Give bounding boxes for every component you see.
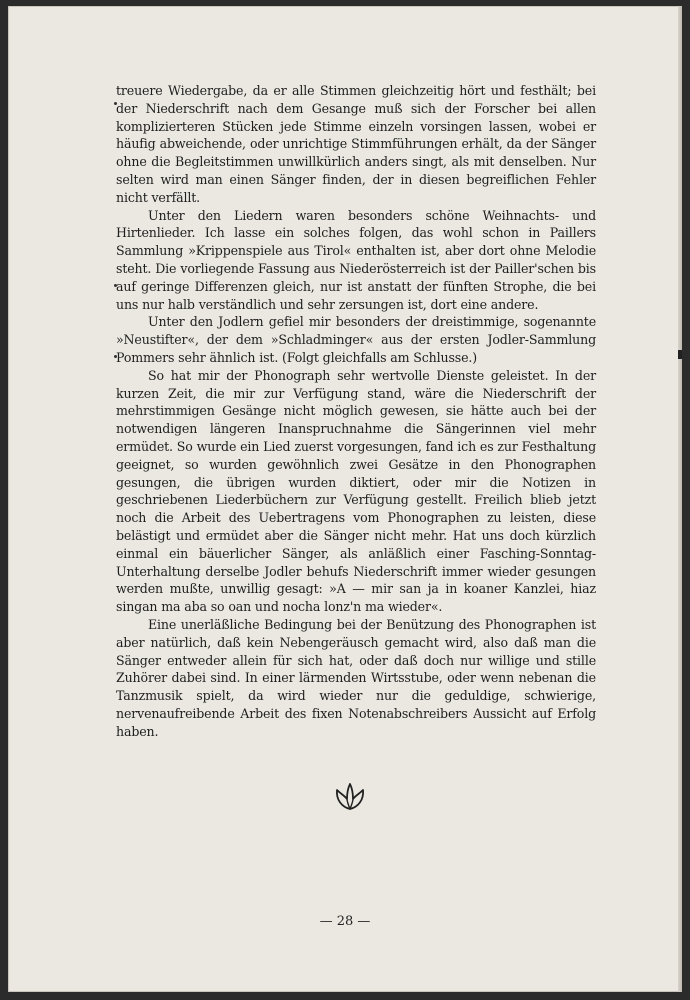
paragraph-2: Unter den Liedern waren besonders schöne Weihnachts- und Hirtenlieder. Ich lasse ein solches folgen, das wohl schon in Paillers Sammlung »Krippenspiele aus Tirol« enthalten ist, aber dort ohne Melodie steht. Die vorliegende Fassung aus Niederösterreich ist der Pailler'schen bis auf geringe Differenzen gleich, nur ist anstatt der fünften Strophe, die bei uns nur halb verständlich und sehr zersungen ist, dort eine andere. [116,207,596,312]
tulip-ornament-icon [332,782,368,812]
body-text [116,82,596,740]
page-number: — 28 — [319,914,371,929]
paragraph-3: Unter den Jodlern gefiel mir besonders der dreistimmige, sogenannte »Neustifter«, der dem »Schladminger« aus der ersten Jodler-Sammlung Pommers sehr ähnlich ist. (Folgt gleichfalls am Schlusse.) [116,314,596,365]
margin-mark [678,350,682,359]
paragraph-5: Eine unerläßliche Bedingung bei der Benützung des Phonographen ist aber natürlich, daß kein Nebengeräusch gemacht wird, also daß man die Sänger entweder allein für sich hat, oder daß doch nur willige und stille Zuhörer dabei sind. In einer lärmenden Wirtsstube, oder wenn nebenan die Tanzmusik spielt, da wird wieder nur die geduldige, schwierige, nervenaufreibende Arbeit des fixen Notenabschreibers Aussicht auf Erfolg haben. [116,616,596,739]
paragraph-4: So hat mir der Phonograph sehr wertvolle Dienste geleistet. In der kurzen Zeit, die mir zur Verfügung stand, wäre die Niederschrift der mehrstimmigen Gesänge nicht möglich gewesen, sie hätte auch bei der notwendigen längeren Inanspruchnahme die Sängerinnen viel mehr ermüdet. So wurde ein Lied zuerst vorgesungen, fand ich es zur Festhaltung geeignet, so wurden gewöhnlich zwei Gesätze in den Phonographen gesungen, die übrigen wurden diktiert, oder mir die Notizen in geschriebenen Liederbüchern zur Verfügung gestellt. Freilich blieb jetzt noch die Arbeit des Uebertragens vom Phonographen zu leisten, diese belästigt und ermüdet aber die Sänger nicht mehr. Hat uns doch kürzlich einmal ein bäuerlicher Sänger, als anläßlich einer Fasching-Sonntag-Unterhaltung derselbe Jodler behufs Niederschrift immer wieder gesungen werden mußte, unwillig gesagt: »A — mir san ja in koaner Kanzlei, hiaz singan ma aba so oan und nocha lonz'n ma wieder«. [116,367,596,615]
book-page [8,6,682,992]
page-spine-edge [678,6,682,992]
paragraph-1: treuere Wiedergabe, da er alle Stimmen gleichzeitig hört und festhält; bei der Niederschrift nach dem Gesange muß sich der Forscher bei allen komplizierteren Stücken jede Stimme einzeln vorsingen lassen, wobei er häufig abweichende, oder unrichtige Stimmführungen erhält, da der Sänger ohne die Begleitstimmen unwillkürlich anders singt, als mit denselben. Nur selten wird man einen Sänger finden, der in diesen begreiflichen Fehler nicht verfällt. [116,83,596,205]
